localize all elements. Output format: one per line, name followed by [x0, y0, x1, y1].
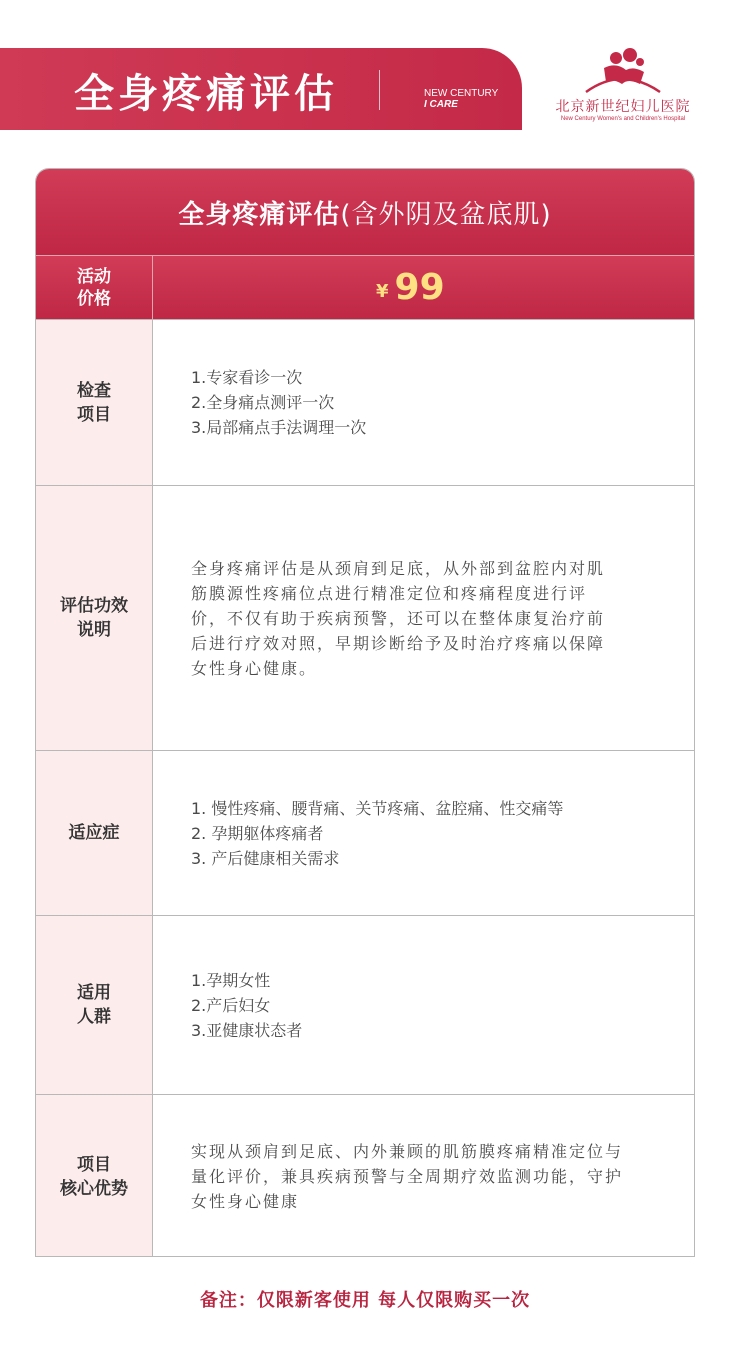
- package-table: [35, 168, 695, 1257]
- row-label-line1: 检查: [77, 380, 111, 401]
- content-line: 1.专家看诊一次: [191, 368, 303, 387]
- row-label-line2: 项目: [77, 404, 111, 425]
- row-label: [36, 916, 153, 1094]
- content-line: 3. 产后健康相关需求: [191, 848, 340, 868]
- hospital-logo: [548, 44, 708, 134]
- content-line: 1. 慢性疼痛、腰背痛、关节疼痛、盆腔痛、性交痛等: [191, 798, 564, 818]
- row-content: [191, 751, 664, 915]
- brand-slogan-line2: I CARE: [424, 99, 458, 110]
- content-line: 量化评价，兼具疾病预警与全周期疗效监测功能，守护: [191, 1167, 624, 1186]
- table-row-effect-description: [36, 485, 694, 750]
- content-line: 1.孕期女性: [191, 970, 271, 990]
- row-label-line2: 人群: [77, 1007, 111, 1027]
- price-amount: 99: [394, 267, 445, 308]
- content-line: 3.亚健康状态者: [191, 1020, 303, 1040]
- row-label: [36, 1095, 153, 1257]
- content-line: 全身疼痛评估是从颈肩到足底，从外部到盆腔内对肌: [191, 558, 606, 578]
- brand-slogan-line1: NEW CENTURY: [424, 88, 499, 99]
- table-header: [36, 169, 694, 255]
- content-line: 3.局部痛点手法调理一次: [191, 418, 367, 437]
- row-content: [191, 916, 664, 1094]
- row-label: [36, 486, 153, 750]
- table-row-target-group: [36, 915, 694, 1094]
- price-label: [36, 256, 153, 319]
- footer-note: 备注：仅限新客使用 每人仅限购买一次: [199, 1290, 531, 1311]
- row-label-line2: 说明: [77, 620, 111, 640]
- row-label-line1: 适用: [77, 983, 111, 1003]
- page-title: 全身疼痛评估: [74, 71, 338, 117]
- content-line: 女性身心健康: [191, 1192, 300, 1211]
- content-line: 后进行疗效对照，早期诊断给予及时治疗疼痛以保障: [191, 633, 606, 653]
- table-title: 全身疼痛评估: [178, 199, 341, 230]
- content-line: 2. 孕期躯体疼痛者: [191, 823, 324, 843]
- row-label-line1: 项目: [77, 1154, 111, 1175]
- row-label-line2: 核心优势: [60, 1178, 128, 1199]
- content-line: 2.全身痛点测评一次: [191, 393, 335, 412]
- row-label-line1: 适应症: [68, 823, 120, 843]
- table-row-core-advantages: [36, 1094, 694, 1257]
- table-subtitle: (含外阴及盆底肌): [340, 199, 552, 230]
- content-line: 女性身心健康。: [191, 658, 318, 678]
- hospital-name-cn: 北京新世纪妇儿医院: [555, 99, 691, 115]
- row-content: [191, 320, 664, 485]
- hospital-name-en: New Century Women's and Children's Hospital: [560, 116, 686, 122]
- row-content: [191, 1095, 664, 1257]
- row-content: [191, 486, 664, 750]
- price-label-line1: 活动: [77, 266, 111, 287]
- hospital-logo-icon: [582, 44, 662, 96]
- row-label: [36, 751, 153, 915]
- content-line: 筋膜源性疼痛位点进行精准定位和疼痛程度进行评: [191, 583, 588, 603]
- price-label-line2: 价格: [77, 288, 111, 309]
- price-row: [36, 255, 694, 319]
- row-label: [36, 320, 153, 485]
- currency-symbol: ¥: [376, 281, 389, 302]
- brand-slogan: [424, 88, 498, 110]
- price-value: [376, 256, 445, 319]
- content-line: 2.产后妇女: [191, 995, 271, 1015]
- content-line: 价，不仅有助于疾病预警，还可以在整体康复治疗前: [191, 608, 606, 628]
- row-label-line1: 评估功效: [60, 596, 128, 616]
- content-line: 实现从颈肩到足底、内外兼顾的肌筋膜疼痛精准定位与: [191, 1142, 624, 1161]
- table-row-exam-items: [36, 319, 694, 485]
- table-row-indications: [36, 750, 694, 915]
- header-banner: [0, 48, 522, 130]
- banner-divider: [379, 70, 380, 110]
